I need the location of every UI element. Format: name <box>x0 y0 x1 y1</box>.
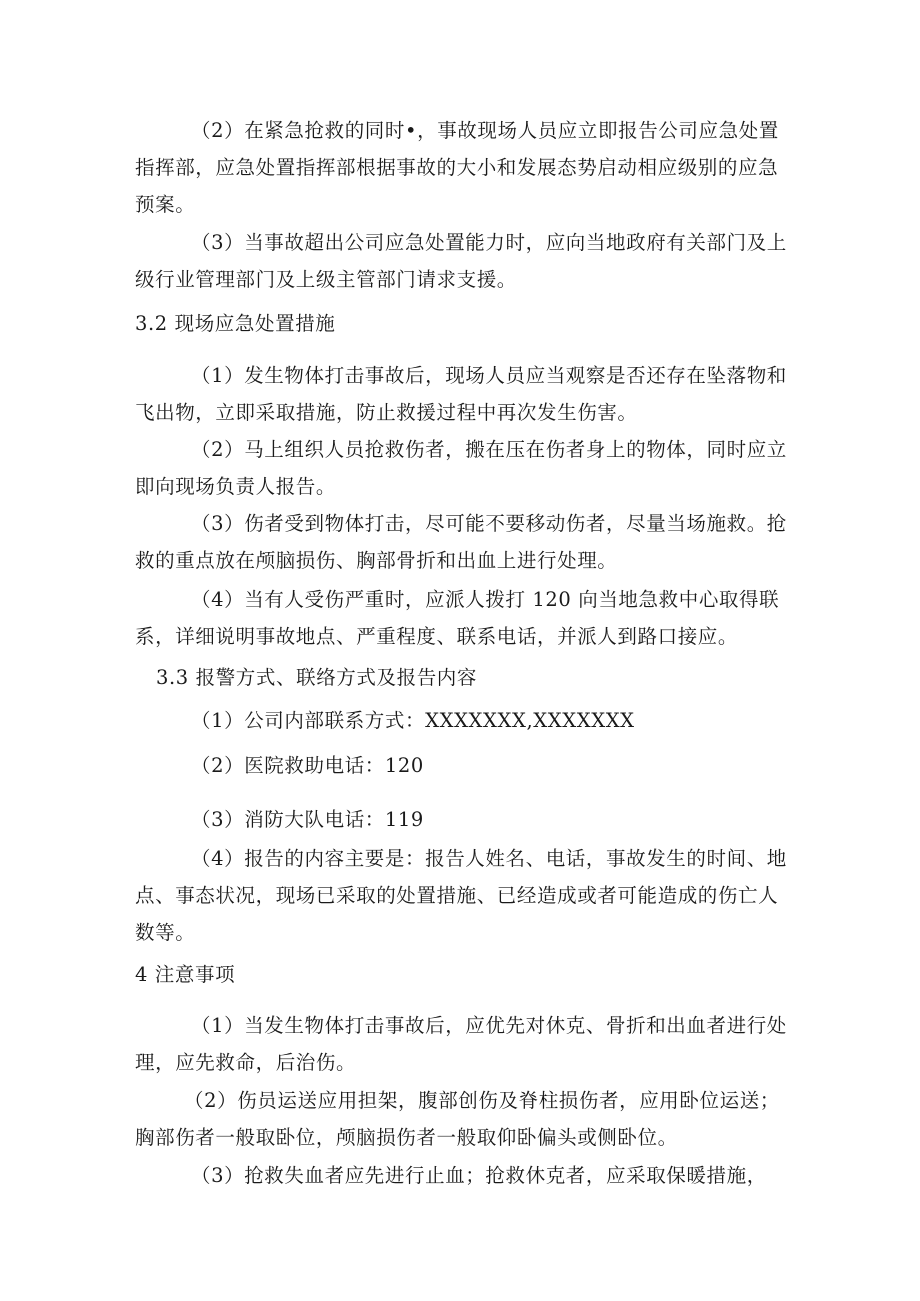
measure-3-line-2: 救的重点放在颅脑损伤、胸部骨折和出血上进行处理。 <box>135 549 618 572</box>
contact-2: （2）医院救助电话：120 <box>191 754 424 777</box>
paragraph-3-line-2: 级行业管理部门及上级主管部门请求支援。 <box>135 268 517 291</box>
contact-3: （3）消防大队电话：119 <box>191 808 424 831</box>
report-content-line-1: （4）报告的内容主要是：报告人姓名、电话，事故发生的时间、地 <box>191 847 787 870</box>
measure-4-line-1: （4）当有人受伤严重时，应派人拨打 120 向当地急救中心取得联 <box>191 588 780 611</box>
note-2-line-2: 胸部伤者一般取卧位，颅脑损伤者一般取仰卧偏头或侧卧位。 <box>135 1126 678 1149</box>
measure-4-line-2: 系，详细说明事故地点、严重程度、联系电话，并派人到路口接应。 <box>135 625 739 648</box>
note-1-line-2: 理，应先救命，后治伤。 <box>135 1051 357 1074</box>
section-heading-3-2: 3.2 现场应急处置措施 <box>135 312 336 335</box>
report-content-line-3: 数等。 <box>135 921 196 944</box>
measure-1-line-1: （1）发生物体打击事故后，现场人员应当观察是否还存在坠落物和 <box>191 364 787 387</box>
note-1-line-1: （1）当发生物体打击事故后，应优先对休克、骨折和出血者进行处 <box>191 1014 787 1037</box>
measure-3-line-1: （3）伤者受到物体打击，尽可能不要移动伤者，尽量当场施救。抢 <box>191 512 787 535</box>
paragraph-2-line-3: 预案。 <box>135 193 196 216</box>
report-content-line-2: 点、事态状况，现场已采取的处置措施、已经造成或者可能造成的伤亡人 <box>135 884 779 907</box>
paragraph-2-line-2: 指挥部，应急处置指挥部根据事故的大小和发展态势启动相应级别的应急 <box>135 156 779 179</box>
note-2-line-1: （2）伤员运送应用担架，腹部创伤及脊柱损伤者，应用卧位运送； <box>184 1089 780 1112</box>
paragraph-3-line-1: （3）当事故超出公司应急处置能力时，应向当地政府有关部门及上 <box>191 231 787 254</box>
section-heading-3-3: 3.3 报警方式、联络方式及报告内容 <box>156 666 478 689</box>
measure-2-line-2: 即向现场负责人报告。 <box>135 475 337 498</box>
paragraph-2-line-1: （2）在紧急抢救的同时•，事故现场人员应立即报告公司应急处置 <box>191 119 779 142</box>
note-3-line-1: （3）抢救失血者应先进行止血；抢救休克者，应采取保暖措施， <box>191 1164 767 1187</box>
contact-1: （1）公司内部联系方式：XXXXXXX,XXXXXXX <box>191 709 635 732</box>
measure-1-line-2: 飞出物，立即采取措施，防止救援过程中再次发生伤害。 <box>135 401 638 424</box>
section-heading-4: 4 注意事项 <box>135 963 236 986</box>
measure-2-line-1: （2）马上组织人员抢救伤者，搬在压在伤者身上的物体，同时应立 <box>191 438 787 461</box>
